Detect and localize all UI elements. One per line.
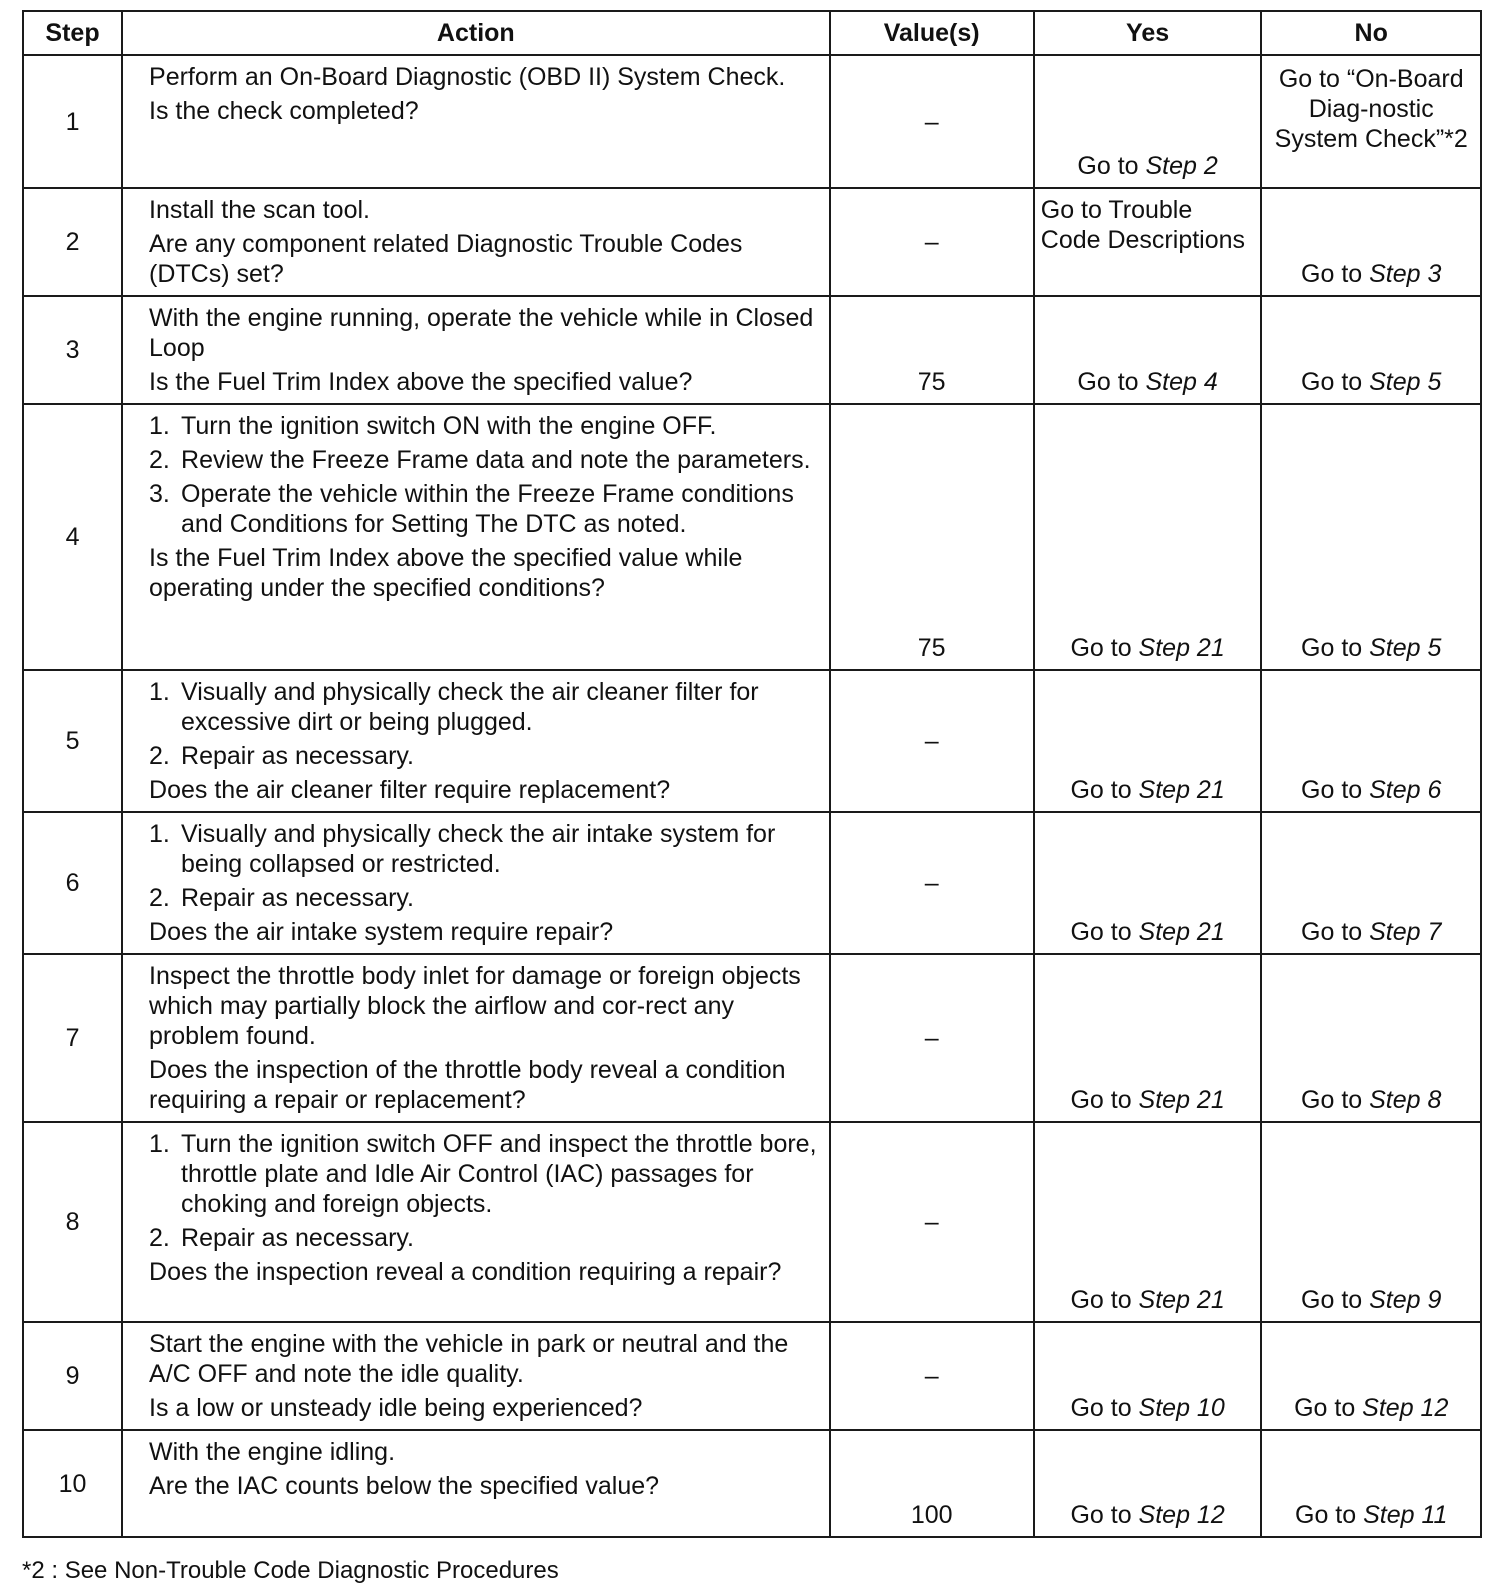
no-cell [1261,55,1481,188]
yes-cell [1034,670,1262,812]
yes-cell [1034,812,1262,954]
action-list-item [149,445,817,475]
list-item-text: Visually and physically check the air intake system for being collapsed or restricted. [181,820,776,878]
yes-cell [1034,55,1262,188]
no-cell [1261,670,1481,812]
no-cell [1261,954,1481,1122]
step-reference-link[interactable]: Step 21 [1138,634,1225,662]
diagnostic-table-sheet [22,10,1482,1538]
table-row [23,296,1481,404]
list-item-number: 3. [149,480,170,508]
diagnostic-table [22,10,1482,1538]
step-reference-link[interactable]: Step 21 [1138,1286,1225,1314]
goto-prefix: Go to [1070,634,1139,662]
action-cell [122,188,830,296]
yes-cell [1034,1430,1262,1537]
list-item-number: 2. [149,446,170,474]
goto-prefix: Go to [1301,260,1370,288]
list-item-number: 1. [149,412,170,440]
step-reference-link[interactable]: Step 6 [1369,776,1442,804]
goto-prefix: Go to [1294,1394,1363,1422]
goto-reference-text[interactable]: Go to “On-Board Diag-nostic System Check”*2 [1274,65,1468,153]
step-reference-link[interactable]: Step 21 [1138,918,1225,946]
step-reference-link[interactable]: Step 2 [1145,152,1218,180]
yes-cell [1034,1122,1262,1322]
action-cell [122,404,830,670]
action-list-item [149,677,817,737]
list-item-number: 2. [149,884,170,912]
list-item-number: 2. [149,742,170,770]
table-body [23,55,1481,1537]
step-reference-link[interactable]: Step 5 [1369,634,1442,662]
action-text: Is the Fuel Trim Index above the specified value? [149,368,693,396]
step-number: 1 [23,55,122,188]
action-text: Does the air cleaner filter require replacement? [149,776,671,804]
action-list-item [149,819,817,879]
action-list-item [149,1129,817,1219]
list-item-text: Turn the ignition switch ON with the engine OFF. [181,412,717,440]
action-cell [122,296,830,404]
action-list-item [149,1223,817,1253]
goto-prefix: Go to [1295,1501,1364,1529]
table-row [23,670,1481,812]
header-values: Value(s) [830,11,1034,55]
header-action: Action [122,11,830,55]
action-text: Are any component related Diagnostic Trouble Codes (DTCs) set? [149,230,743,288]
goto-prefix: Go to [1301,1286,1370,1314]
action-text: Are the IAC counts below the specified value? [149,1472,660,1500]
step-reference-link[interactable]: Step 21 [1138,1086,1225,1114]
action-cell [122,1122,830,1322]
step-reference-link[interactable]: Step 4 [1145,368,1218,396]
list-item-number: 2. [149,1224,170,1252]
value-cell: 75 [830,404,1034,670]
step-reference-link[interactable]: Step 12 [1138,1501,1225,1529]
step-reference-link[interactable]: Step 10 [1138,1394,1225,1422]
table-row [23,404,1481,670]
action-cell [122,55,830,188]
action-cell [122,1430,830,1537]
goto-prefix: Go to [1077,368,1146,396]
table-row [23,812,1481,954]
yes-cell [1034,188,1262,296]
step-number: 4 [23,404,122,670]
list-item-text: Repair as necessary. [181,1224,415,1252]
value-cell: – [830,1122,1034,1322]
yes-cell [1034,954,1262,1122]
table-row [23,188,1481,296]
value-cell: – [830,55,1034,188]
step-number: 3 [23,296,122,404]
value-cell: 75 [830,296,1034,404]
goto-prefix: Go to [1070,918,1139,946]
action-text: Is a low or unsteady idle being experienced? [149,1394,643,1422]
goto-prefix: Go to [1070,1394,1139,1422]
value-cell: 100 [830,1430,1034,1537]
value-cell: – [830,1322,1034,1430]
no-cell [1261,296,1481,404]
step-number: 2 [23,188,122,296]
list-item-number: 1. [149,1130,170,1158]
table-row [23,55,1481,188]
value-cell: – [830,954,1034,1122]
yes-cell [1034,404,1262,670]
action-text: Does the inspection of the throttle body reveal a condition requiring a repair or replacement? [149,1056,786,1114]
step-reference-link[interactable]: Step 3 [1369,260,1442,288]
step-reference-link[interactable]: Step 8 [1369,1086,1442,1114]
value-cell: – [830,812,1034,954]
step-number: 6 [23,812,122,954]
step-reference-link[interactable]: Step 21 [1138,776,1225,804]
table-header-row [23,11,1481,55]
goto-prefix: Go to [1301,1086,1370,1114]
no-cell [1261,1430,1481,1537]
step-reference-link[interactable]: Step 5 [1369,368,1442,396]
step-number: 7 [23,954,122,1122]
action-text: Inspect the throttle body inlet for damage or foreign objects which may partially block the airflow and cor-rect any problem found. [149,962,801,1050]
step-reference-link[interactable]: Step 7 [1369,918,1442,946]
list-item-number: 1. [149,820,170,848]
action-text: With the engine running, operate the vehicle while in Closed Loop [149,304,814,362]
action-list-item [149,411,817,441]
step-number: 5 [23,670,122,812]
action-cell [122,954,830,1122]
no-cell [1261,812,1481,954]
action-cell [122,670,830,812]
goto-prefix: Go to [1301,776,1370,804]
step-reference-link[interactable]: Step 12 [1362,1394,1449,1422]
list-item-text: Operate the vehicle within the Freeze Frame conditions and Conditions for Setting The DTC as noted. [181,480,794,538]
table-row [23,1122,1481,1322]
goto-prefix: Go to [1070,1501,1139,1529]
goto-prefix: Go to [1070,776,1139,804]
step-number: 9 [23,1322,122,1430]
yes-cell [1034,1322,1262,1430]
goto-reference-text[interactable]: Go to Trouble Code Descriptions [1040,196,1246,254]
goto-prefix: Go to [1301,634,1370,662]
list-item-text: Visually and physically check the air cleaner filter for excessive dirt or being plugged. [181,678,759,736]
action-text: Does the inspection reveal a condition requiring a repair? [149,1258,782,1286]
value-cell: – [830,188,1034,296]
table-row [23,1430,1481,1537]
step-number: 10 [23,1430,122,1537]
action-text: Start the engine with the vehicle in park or neutral and the A/C OFF and note the idle quality. [149,1330,789,1388]
no-cell [1261,1322,1481,1430]
step-reference-link[interactable]: Step 9 [1369,1286,1442,1314]
action-list-item [149,479,817,539]
goto-prefix: Go to [1301,368,1370,396]
action-text: With the engine idling. [149,1438,396,1466]
goto-prefix: Go to [1077,152,1146,180]
no-cell [1261,1122,1481,1322]
action-cell [122,1322,830,1430]
action-text: Install the scan tool. [149,196,370,224]
footnote: *2 : See Non-Trouble Code Diagnostic Procedures [22,1557,559,1584]
goto-prefix: Go to [1070,1286,1139,1314]
value-cell: – [830,670,1034,812]
list-item-number: 1. [149,678,170,706]
action-cell [122,812,830,954]
header-no: No [1261,11,1481,55]
no-cell [1261,404,1481,670]
step-reference-link[interactable]: Step 11 [1363,1501,1448,1529]
goto-prefix: Go to [1301,918,1370,946]
list-item-text: Repair as necessary. [181,742,415,770]
header-step: Step [23,11,122,55]
action-text: Is the check completed? [149,97,419,125]
no-cell [1261,188,1481,296]
yes-cell [1034,296,1262,404]
list-item-text: Turn the ignition switch OFF and inspect the throttle bore, throttle plate and Idle Air Control (IAC) passages for choking and foreign objects. [181,1130,817,1218]
action-text: Is the Fuel Trim Index above the specified value while operating under the specified conditions? [149,544,743,602]
list-item-text: Repair as necessary. [181,884,415,912]
header-yes: Yes [1034,11,1262,55]
goto-prefix: Go to [1070,1086,1139,1114]
action-list-item [149,741,817,771]
action-text: Does the air intake system require repair? [149,918,614,946]
table-row [23,1322,1481,1430]
action-list-item [149,883,817,913]
action-text: Perform an On-Board Diagnostic (OBD II) System Check. [149,63,786,91]
table-row [23,954,1481,1122]
step-number: 8 [23,1122,122,1322]
list-item-text: Review the Freeze Frame data and note the parameters. [181,446,811,474]
